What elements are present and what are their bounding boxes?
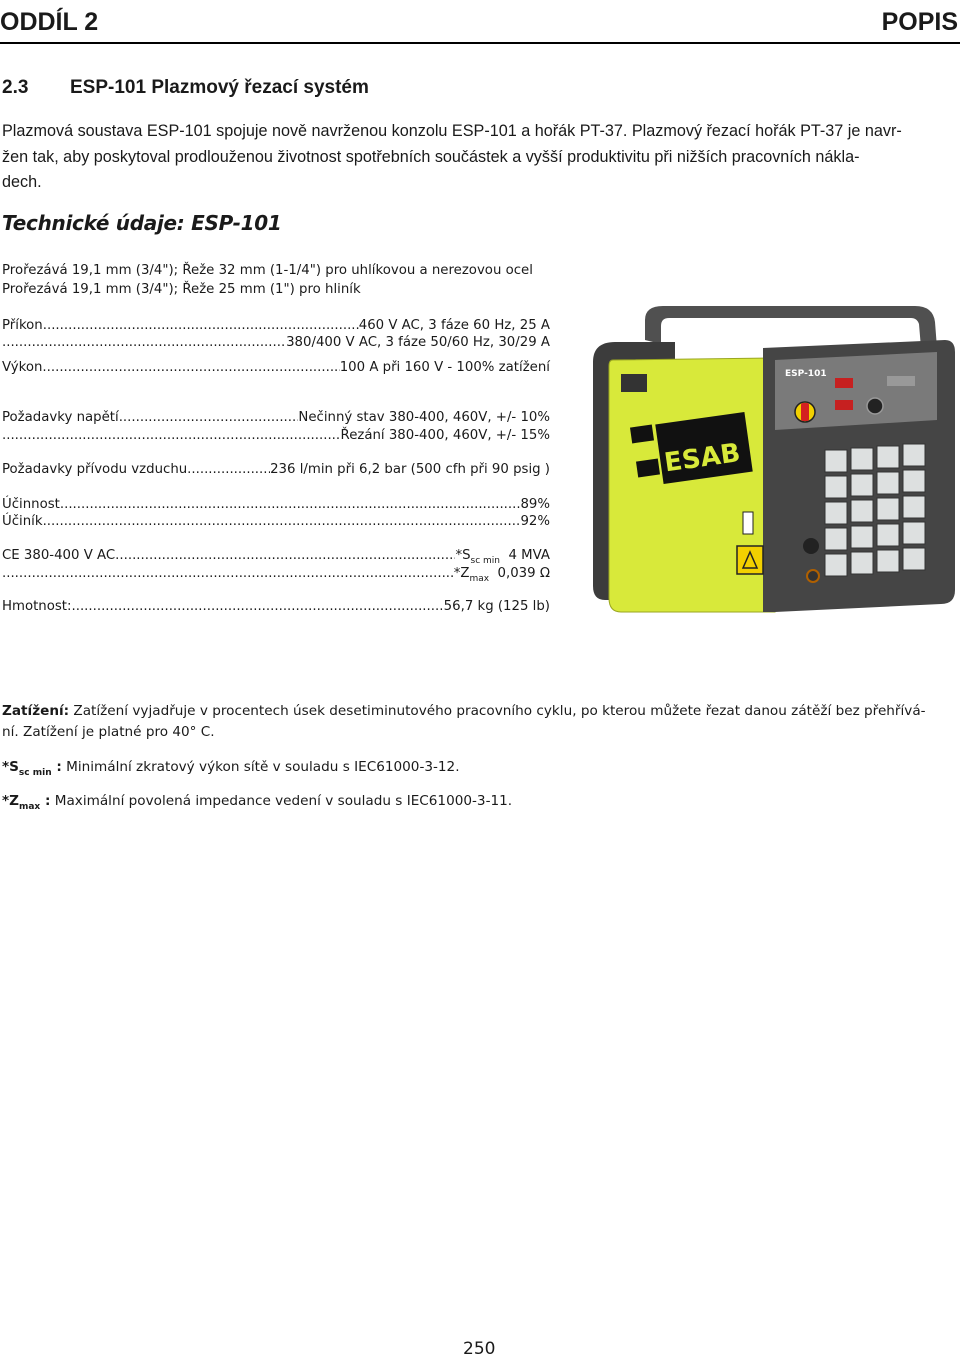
spec-value: 89% bbox=[520, 497, 550, 512]
section-title: ESP-101 Plazmový řezací systém bbox=[70, 77, 369, 98]
spec-label: Účinnost bbox=[2, 497, 60, 512]
spec-value: 0,039 Ω bbox=[497, 566, 550, 581]
note-zmax bbox=[2, 790, 512, 814]
spec-label: Hmotnost: bbox=[2, 599, 72, 614]
note-text: Zatížení vyjadřuje v procentech úsek desetiminutového pracovního cyklu, po kterou můžete řezat danou zátěží bez přehřívá- bbox=[69, 703, 926, 719]
note-text: Maximální povolená impedance vedení v souladu s IEC61000-3-11. bbox=[50, 793, 513, 809]
spec-row-vykon bbox=[2, 359, 550, 376]
spec-value: 460 V AC, 3 fáze 60 Hz, 25 A bbox=[358, 318, 550, 333]
page-header-title: POPIS bbox=[881, 8, 958, 36]
spec-label: CE 380-400 V AC bbox=[2, 548, 116, 563]
esab-logo-stripe-shape bbox=[636, 459, 660, 478]
note-zatizeni-2: ní. Zatížení je platné pro 40° C. bbox=[2, 724, 215, 740]
spec-value: 380/400 V AC, 3 fáze 50/60 Hz, 30/29 A bbox=[286, 335, 550, 350]
spec-value: 236 l/min při 6,2 bar (500 cfh při 90 psig ) bbox=[270, 462, 550, 477]
spec-title: Technické údaje: ESP-101 bbox=[2, 211, 282, 235]
page-number: 250 bbox=[463, 1339, 496, 1359]
spec-value: 92% bbox=[520, 514, 550, 529]
machine-illustration bbox=[585, 300, 960, 620]
work-clamp-connector-icon bbox=[807, 570, 819, 582]
spec-row-napeti bbox=[2, 409, 550, 426]
note-ssc bbox=[2, 756, 460, 780]
spec-label: Výkon bbox=[2, 360, 43, 375]
intro-line-2: žen tak, aby poskytoval prodlouženou životnost spotřebních součástek a vyšší produktivitu při nižších pracovních nákla- bbox=[2, 148, 860, 166]
spec-row-zmax bbox=[2, 565, 550, 584]
section-label: ODDÍL 2 bbox=[0, 8, 99, 36]
spec-label: Příkon bbox=[2, 318, 43, 333]
spec-label: Požadavky přívodu vzduchu bbox=[2, 462, 188, 477]
intro-line-1: Plazmová soustava ESP-101 spojuje nově navrženou konzolu ESP-101 a hořák PT-37. Plazmový řezací hořák PT-37 je navr- bbox=[2, 122, 902, 140]
torch-connector-icon bbox=[803, 538, 819, 554]
ssc-symbol: *S bbox=[455, 548, 471, 563]
model-label: ESP-101 bbox=[785, 369, 827, 379]
spec-row-hmotnost bbox=[2, 598, 550, 615]
spec-value: Nečinný stav 380-400, 460V, +/- 10% bbox=[298, 410, 550, 425]
zmax-symbol: *Z bbox=[453, 566, 470, 581]
knob-icon bbox=[867, 398, 883, 414]
header-rule bbox=[0, 42, 960, 44]
display-left-shape bbox=[835, 378, 853, 388]
handle-shape bbox=[645, 306, 937, 348]
spec-row-prikon bbox=[2, 317, 550, 334]
rating-plate-shape bbox=[621, 374, 647, 392]
spec-row-ce bbox=[2, 547, 550, 566]
spec-row-ucinik bbox=[2, 513, 550, 530]
spec-value: 56,7 kg (125 lb) bbox=[443, 599, 550, 614]
note-subscript: sc min bbox=[18, 768, 52, 778]
note-colon: : bbox=[51, 759, 62, 775]
esab-logo-stripe-shape bbox=[630, 425, 654, 444]
cutting-line-2: Prořezává 19,1 mm (3/4"); Řeže 25 mm (1") pro hliník bbox=[2, 282, 361, 297]
spec-row-prikon-2 bbox=[2, 334, 550, 351]
section-number: 2.3 bbox=[2, 77, 29, 98]
panel-label-shape bbox=[887, 376, 915, 386]
spec-row-vzduch bbox=[2, 461, 550, 478]
note-subscript: max bbox=[18, 802, 41, 812]
note-label: *Z bbox=[2, 793, 19, 809]
spec-row-napeti-2 bbox=[2, 427, 550, 444]
display-right-shape bbox=[835, 400, 853, 410]
zmax-subscript: max bbox=[469, 574, 490, 584]
spec-label: Požadavky napětí bbox=[2, 410, 119, 425]
spec-label: Účiník bbox=[2, 514, 43, 529]
side-button-shape bbox=[743, 512, 753, 534]
note-colon: : bbox=[40, 793, 51, 809]
spec-row-ucinnost bbox=[2, 496, 550, 513]
spec-value: 4 MVA bbox=[508, 548, 550, 563]
ssc-subscript: sc min bbox=[470, 556, 501, 566]
spec-value: Řezání 380-400, 460V, +/- 15% bbox=[340, 428, 550, 443]
cutting-line-1: Prořezává 19,1 mm (3/4"); Řeže 32 mm (1-1/4") pro uhlíkovou a nerezovou ocel bbox=[2, 263, 533, 278]
note-zatizeni bbox=[2, 700, 926, 722]
spec-value: 100 A při 160 V - 100% zatížení bbox=[339, 360, 550, 375]
note-text: Minimální zkratový výkon sítě v souladu s IEC61000-3-12. bbox=[61, 759, 460, 775]
brand-logo-text: ESAB bbox=[662, 438, 743, 479]
power-switch-handle-shape bbox=[801, 403, 809, 421]
note-label: *S bbox=[2, 759, 19, 775]
esp101-machine-image bbox=[585, 300, 960, 620]
note-label: Zatížení: bbox=[2, 703, 70, 719]
intro-line-3: dech. bbox=[2, 173, 42, 191]
